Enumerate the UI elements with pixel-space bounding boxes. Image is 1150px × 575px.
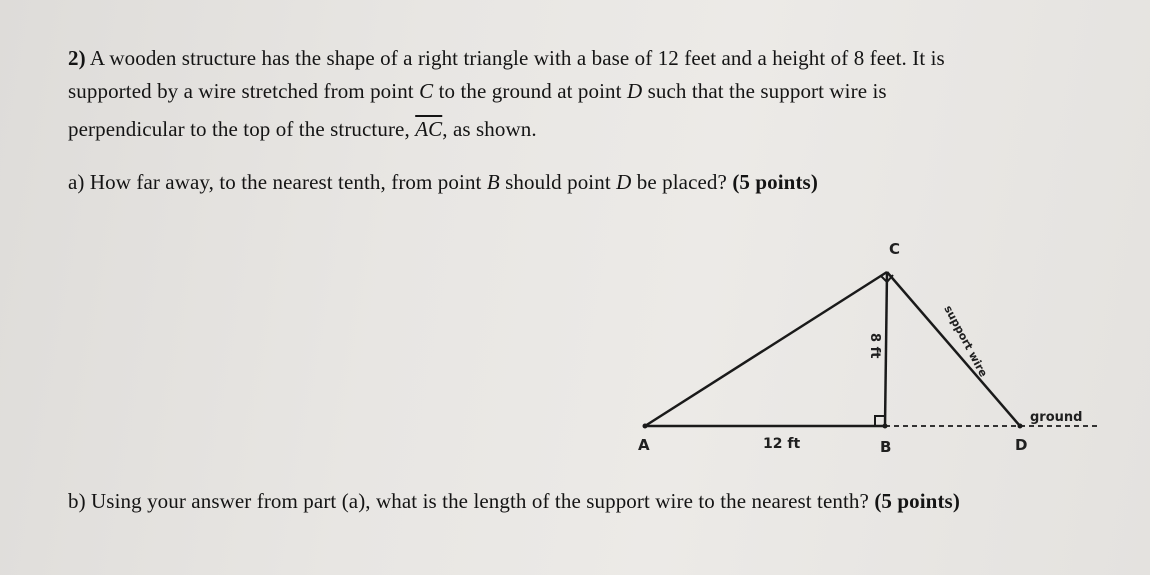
point-d — [1018, 424, 1023, 429]
problem-text-3b: , as shown. — [442, 117, 537, 141]
label-support-wire: support wire — [941, 303, 990, 380]
problem-text-1: A wooden structure has the shape of a right triangle with a base of 12 feet and a height of 8 feet. It is — [89, 46, 945, 70]
height-bc — [885, 272, 887, 426]
problem-number: 2) — [68, 46, 86, 70]
label-height: 8 ft — [867, 333, 882, 359]
label-b: B — [880, 438, 892, 456]
part-a-text-1: a) How far away, to the nearest tenth, from point — [68, 170, 482, 194]
part-a-text-2: should point — [505, 170, 611, 194]
part-b-question — [68, 489, 960, 514]
label-c: C — [889, 240, 901, 258]
point-c-ref: C — [419, 79, 434, 103]
part-a-question — [68, 170, 818, 195]
part-b-text: b) Using your answer from part (a), what is the length of the support wire to the nearest tenth? — [68, 489, 869, 513]
point-b-ref: B — [486, 170, 500, 194]
hypotenuse-ac — [645, 272, 887, 426]
label-a: A — [638, 436, 650, 454]
label-ground: ground — [1030, 410, 1083, 425]
point-d-ref: D — [626, 79, 643, 103]
label-d: D — [1015, 436, 1028, 454]
problem-line-2 — [68, 79, 887, 104]
point-a — [643, 424, 648, 429]
part-a-points: (5 points) — [732, 170, 818, 194]
point-d-ref-2: D — [616, 170, 632, 194]
problem-text-2c: such that the support wire is — [647, 79, 887, 103]
problem-text-2a: supported by a wire stretched from point — [68, 79, 414, 103]
label-base: 12 ft — [763, 436, 801, 452]
segment-ac: $\overline{AC}$ — [415, 117, 443, 141]
problem-line-1 — [68, 46, 945, 71]
triangle-diagram — [600, 230, 1120, 470]
problem-text-2b: to the ground at point — [438, 79, 622, 103]
problem-line-3 — [68, 117, 537, 142]
part-b-points: (5 points) — [874, 489, 960, 513]
support-wire-line — [887, 272, 1020, 426]
problem-text-3a: perpendicular to the top of the structure, — [68, 117, 410, 141]
part-a-text-3: be placed? — [636, 170, 727, 194]
point-b — [883, 424, 888, 429]
